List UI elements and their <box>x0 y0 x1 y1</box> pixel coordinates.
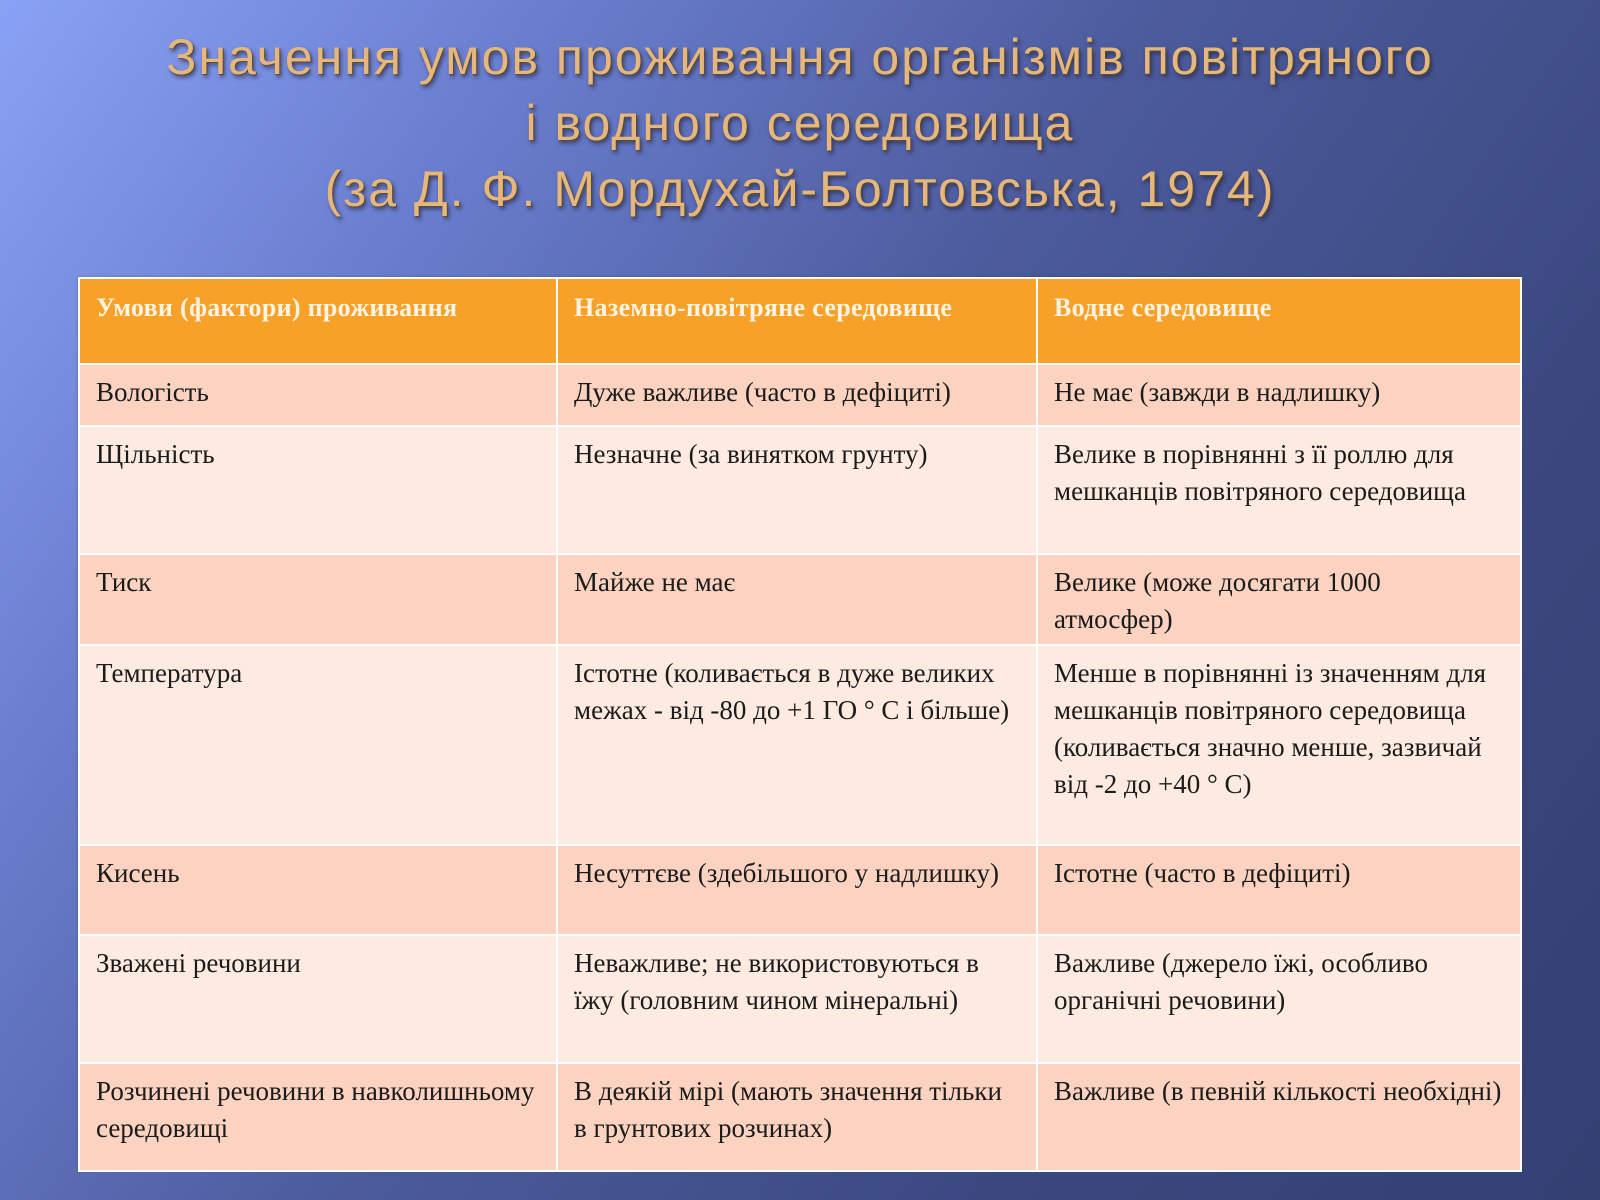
cell-factor: Щільність <box>79 426 557 554</box>
cell-land-air: Незначне (за винятком грунту) <box>557 426 1037 554</box>
table-row <box>79 554 1521 645</box>
cell-factor: Розчинені речовини в навколишньому середовищі <box>79 1063 557 1171</box>
cell-land-air: Істотне (коливається в дуже великих межах - від -80 до +1 ГО ° С і більше) <box>557 645 1037 845</box>
title-line-3: (за Д. Ф. Мордухай-Болтовська, 1974) <box>324 161 1276 217</box>
table-row <box>79 426 1521 554</box>
cell-water: Важливе (в певній кількості необхідні) <box>1037 1063 1521 1171</box>
cell-factor: Вологість <box>79 364 557 426</box>
table-row <box>79 845 1521 935</box>
cell-water: Велике в порівнянні з її роллю для мешканців повітряного середовища <box>1037 426 1521 554</box>
header-factors: Умови (фактори) проживання <box>79 278 557 364</box>
slide-title <box>40 24 1560 222</box>
title-line-2: і водного середовища <box>525 95 1075 151</box>
cell-land-air: В деякій мірі (мають значення тільки в грунтових розчинах) <box>557 1063 1037 1171</box>
table-row <box>79 935 1521 1063</box>
header-water: Водне середовище <box>1037 278 1521 364</box>
cell-land-air: Несуттєве (здебільшого у надлишку) <box>557 845 1037 935</box>
cell-water: Не має (завжди в надлишку) <box>1037 364 1521 426</box>
table-row <box>79 364 1521 426</box>
comparison-table-container <box>78 277 1520 1167</box>
cell-water: Важливе (джерело їжі, особливо органічні речовини) <box>1037 935 1521 1063</box>
title-line-1: Значення умов проживання організмів повітряного <box>166 29 1434 85</box>
cell-water: Менше в порівнянні із значенням для мешканців повітряного середовища (коливається значно менше, зазвичай від -2 до +40 ° С) <box>1037 645 1521 845</box>
cell-land-air: Неважливе; не використовуються в їжу (головним чином мінеральні) <box>557 935 1037 1063</box>
table-row <box>79 1063 1521 1171</box>
cell-factor: Кисень <box>79 845 557 935</box>
cell-factor: Зважені речовини <box>79 935 557 1063</box>
cell-water: Велике (може досягати 1000 атмосфер) <box>1037 554 1521 645</box>
table-header-row <box>79 278 1521 364</box>
cell-land-air: Майже не має <box>557 554 1037 645</box>
cell-water: Істотне (часто в дефіциті) <box>1037 845 1521 935</box>
cell-factor: Температура <box>79 645 557 845</box>
table-row <box>79 645 1521 845</box>
header-land-air: Наземно-повітряне середовище <box>557 278 1037 364</box>
cell-land-air: Дуже важливе (часто в дефіциті) <box>557 364 1037 426</box>
cell-factor: Тиск <box>79 554 557 645</box>
comparison-table <box>78 277 1522 1172</box>
